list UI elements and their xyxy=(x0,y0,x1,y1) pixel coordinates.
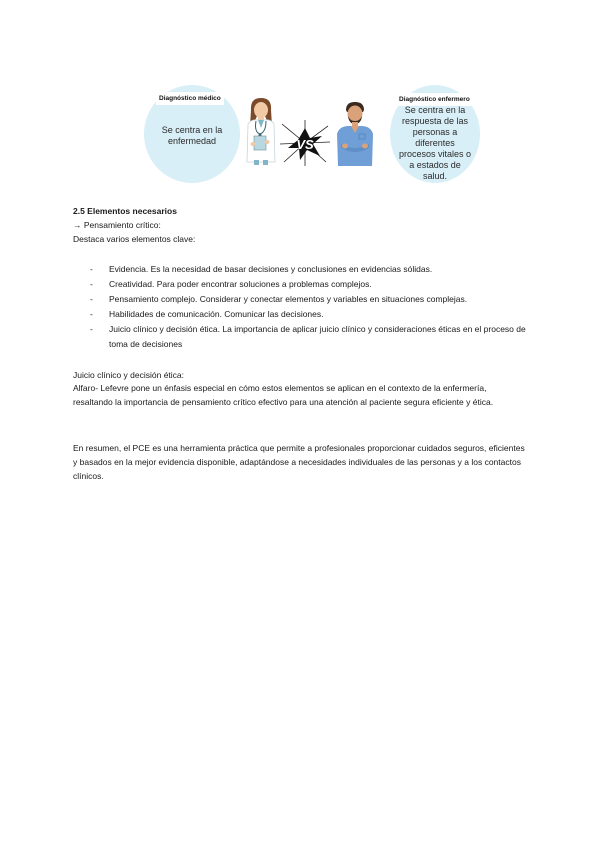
list-item xyxy=(73,277,533,292)
list-item-text: Juicio clínico y decisión ética. La importancia de aplicar juicio clínico y consideraciones éticas en el proceso de toma de decisiones xyxy=(109,324,526,349)
doctor-illustration-icon xyxy=(243,96,279,166)
key-elements-list xyxy=(73,262,533,352)
bullet-marker: - xyxy=(90,294,93,304)
nursing-diagnosis-label: Diagnóstico enfermero xyxy=(396,93,473,106)
list-item-text: Creatividad. Para poder encontrar soluciones a problemas complejos. xyxy=(109,279,372,289)
nursing-diagnosis-text: Se centra en la respuesta de las personas a diferentes procesos vitales o a estados de salud. xyxy=(398,105,472,181)
clinical-judgment-paragraph: Alfaro- Lefevre pone un énfasis especial en cómo estos elementos se aplican en el contexto de la enfermería, resaltando la importancia de pensamiento crítico efectivo para una atención al paciente segura eficiente y ética. xyxy=(73,383,494,407)
summary-paragraph: En resumen, el PCE es una herramienta práctica que permite a profesionales proporcionar cuidados seguros, eficientes y basados en la mejor evidencia disponible, adaptándose a necesidades individuales de las personas y a los contactos clínicos. xyxy=(73,443,525,481)
list-item-text: Pensamiento complejo. Considerar y conectar elementos y variables en situaciones complejas. xyxy=(109,294,468,304)
bullet-marker: - xyxy=(90,264,93,274)
section-subheading: → Pensamiento crítico: xyxy=(73,220,161,230)
list-item xyxy=(73,262,533,277)
list-item-text: Evidencia. Es la necesidad de basar decisiones y conclusiones en evidencias sólidas. xyxy=(109,264,433,274)
clinical-judgment-heading: Juicio clínico y decisión ética: xyxy=(73,370,185,380)
bullet-marker: - xyxy=(90,309,93,319)
list-item xyxy=(73,322,533,352)
bullet-marker: - xyxy=(90,324,93,334)
section-title: 2.5 Elementos necesarios xyxy=(73,206,177,216)
nursing-diagnosis-bubble xyxy=(390,85,480,183)
medical-diagnosis-text: Se centra en la enfermedad xyxy=(161,125,223,146)
list-item xyxy=(73,307,533,322)
section-intro: Destaca varios elementos clave: xyxy=(73,234,196,244)
versus-burst-icon xyxy=(280,120,330,166)
nurse-illustration-icon xyxy=(333,100,377,168)
list-item xyxy=(73,292,533,307)
bullet-marker: - xyxy=(90,279,93,289)
medical-diagnosis-label: Diagnóstico médico xyxy=(156,92,224,105)
list-item-text: Habilidades de comunicación. Comunicar las decisiones. xyxy=(109,309,324,319)
medical-diagnosis-bubble xyxy=(144,85,240,183)
vs-label: VS xyxy=(296,137,314,152)
